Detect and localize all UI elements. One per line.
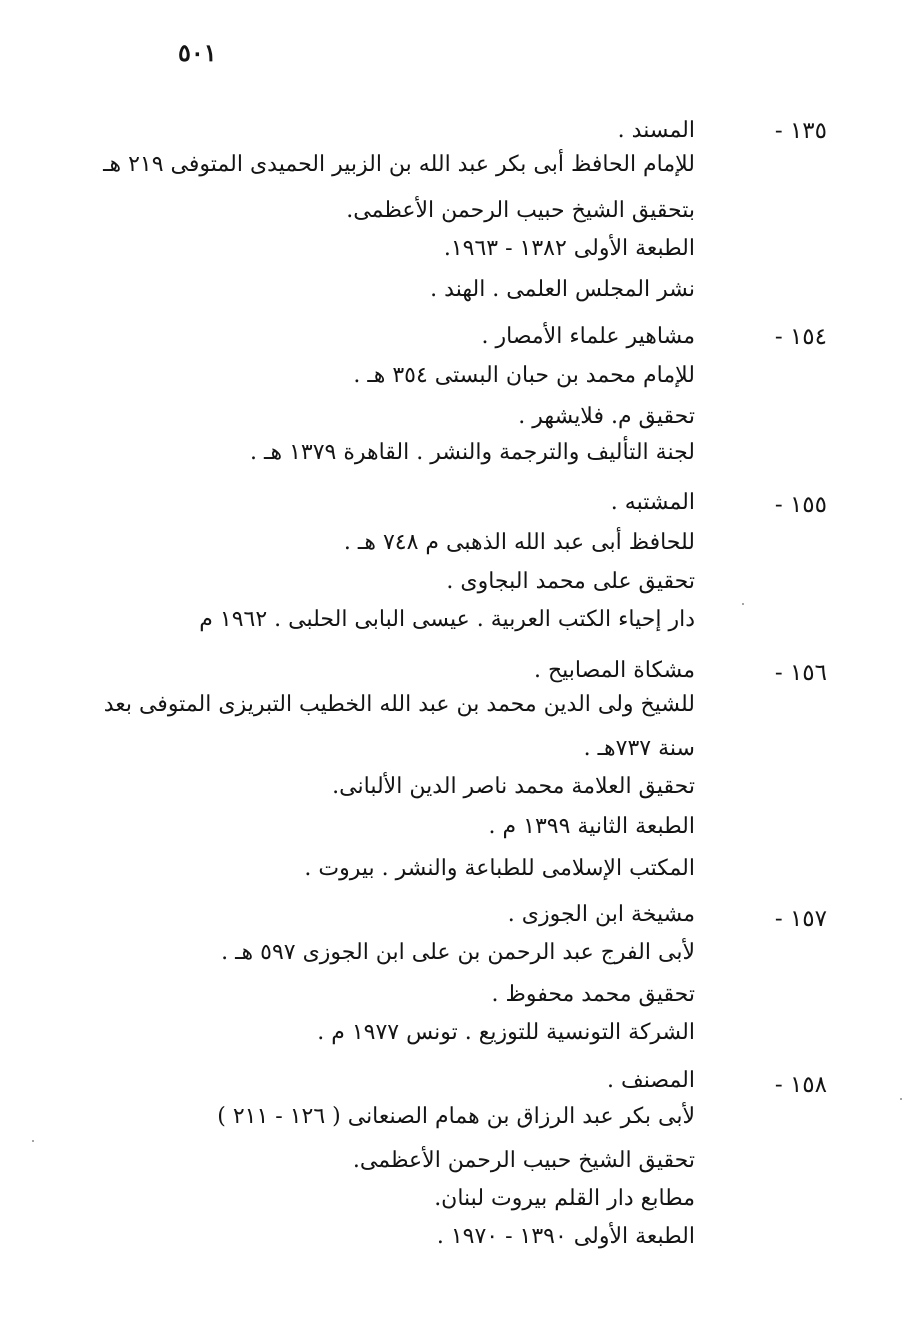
entry-publisher: الشركة التونسية للتوزيع . تونس ١٩٧٧ م . xyxy=(317,1020,695,1045)
entry-publisher: دار إحياء الكتب العربية . عيسى البابى الحلبى . ١٩٦٢ م xyxy=(199,607,695,632)
entry-publisher: نشر المجلس العلمى . الهند . xyxy=(430,277,695,302)
entry-edition: الطبعة الأولى ١٣٩٠ - ١٩٧٠ . xyxy=(436,1224,695,1249)
entry-editor: تحقيق على محمد البجاوى . xyxy=(446,569,695,594)
entry-editor: تحقيق الشيخ حبيب الرحمن الأعظمى. xyxy=(352,1148,695,1173)
entry-date: سنة ٧٣٧هـ . xyxy=(583,736,695,761)
entry-author: لأبى بكر عبد الرزاق بن همام الصنعانى ( ١٢٦ - ٢١١ ) xyxy=(217,1104,695,1129)
entry-number: ١٥٧ - xyxy=(774,906,827,932)
entry-editor: تحقيق محمد محفوظ . xyxy=(491,982,695,1007)
entry-author: للإمام الحافظ أبى بكر عبد الله بن الزبير الحميدى المتوفى ٢١٩ هـ xyxy=(103,152,695,177)
entry-author: للشيخ ولى الدين محمد بن عبد الله الخطيب التبريزى المتوفى بعد xyxy=(103,692,695,717)
entry-editor: بتحقيق الشيخ حبيب الرحمن الأعظمى. xyxy=(346,198,695,223)
entry-author: لأبى الفرج عبد الرحمن بن على ابن الجوزى ٥٩٧ هـ . xyxy=(221,940,695,965)
entry-title: مشكاة المصابيح . xyxy=(533,658,695,683)
scan-speck xyxy=(900,1098,902,1100)
entry-publisher: المكتب الإسلامى للطباعة والنشر . بيروت . xyxy=(304,856,695,881)
entry-author: للإمام محمد بن حبان البستى ٣٥٤ هـ . xyxy=(353,363,695,388)
entry-author: للحافظ أبى عبد الله الذهبى م ٧٤٨ هـ . xyxy=(343,530,695,555)
entry-number: ١٥٨ - xyxy=(774,1072,827,1098)
entry-edition: الطبعة الثانية ١٣٩٩ م . xyxy=(488,814,695,839)
entry-title: المشتبه . xyxy=(610,490,695,515)
page-number: ٥٠١ xyxy=(178,38,217,67)
entry-title: المسند . xyxy=(617,118,695,143)
scan-speck xyxy=(742,603,744,605)
entry-edition: الطبعة الأولى ١٣٨٢ - ١٩٦٣. xyxy=(443,236,695,261)
entry-title: مشيخة ابن الجوزى . xyxy=(507,902,695,927)
entry-title: المصنف . xyxy=(606,1068,695,1093)
entry-editor: تحقيق م. فلايشهر . xyxy=(518,404,695,429)
entry-number: ١٥٦ - xyxy=(774,660,827,686)
entry-number: ١٣٥ - xyxy=(774,118,827,144)
entry-publisher: مطابع دار القلم بيروت لبنان. xyxy=(434,1186,695,1211)
entry-number: ١٥٥ - xyxy=(774,492,827,518)
scan-speck xyxy=(32,1140,34,1142)
entry-editor: تحقيق العلامة محمد ناصر الدين الألبانى. xyxy=(332,774,695,799)
entry-number: ١٥٤ - xyxy=(774,324,827,350)
entry-publisher: لجنة التأليف والترجمة والنشر . القاهرة ١٣٧٩ هـ . xyxy=(250,440,695,465)
entry-title: مشاهير علماء الأمصار . xyxy=(481,324,695,349)
